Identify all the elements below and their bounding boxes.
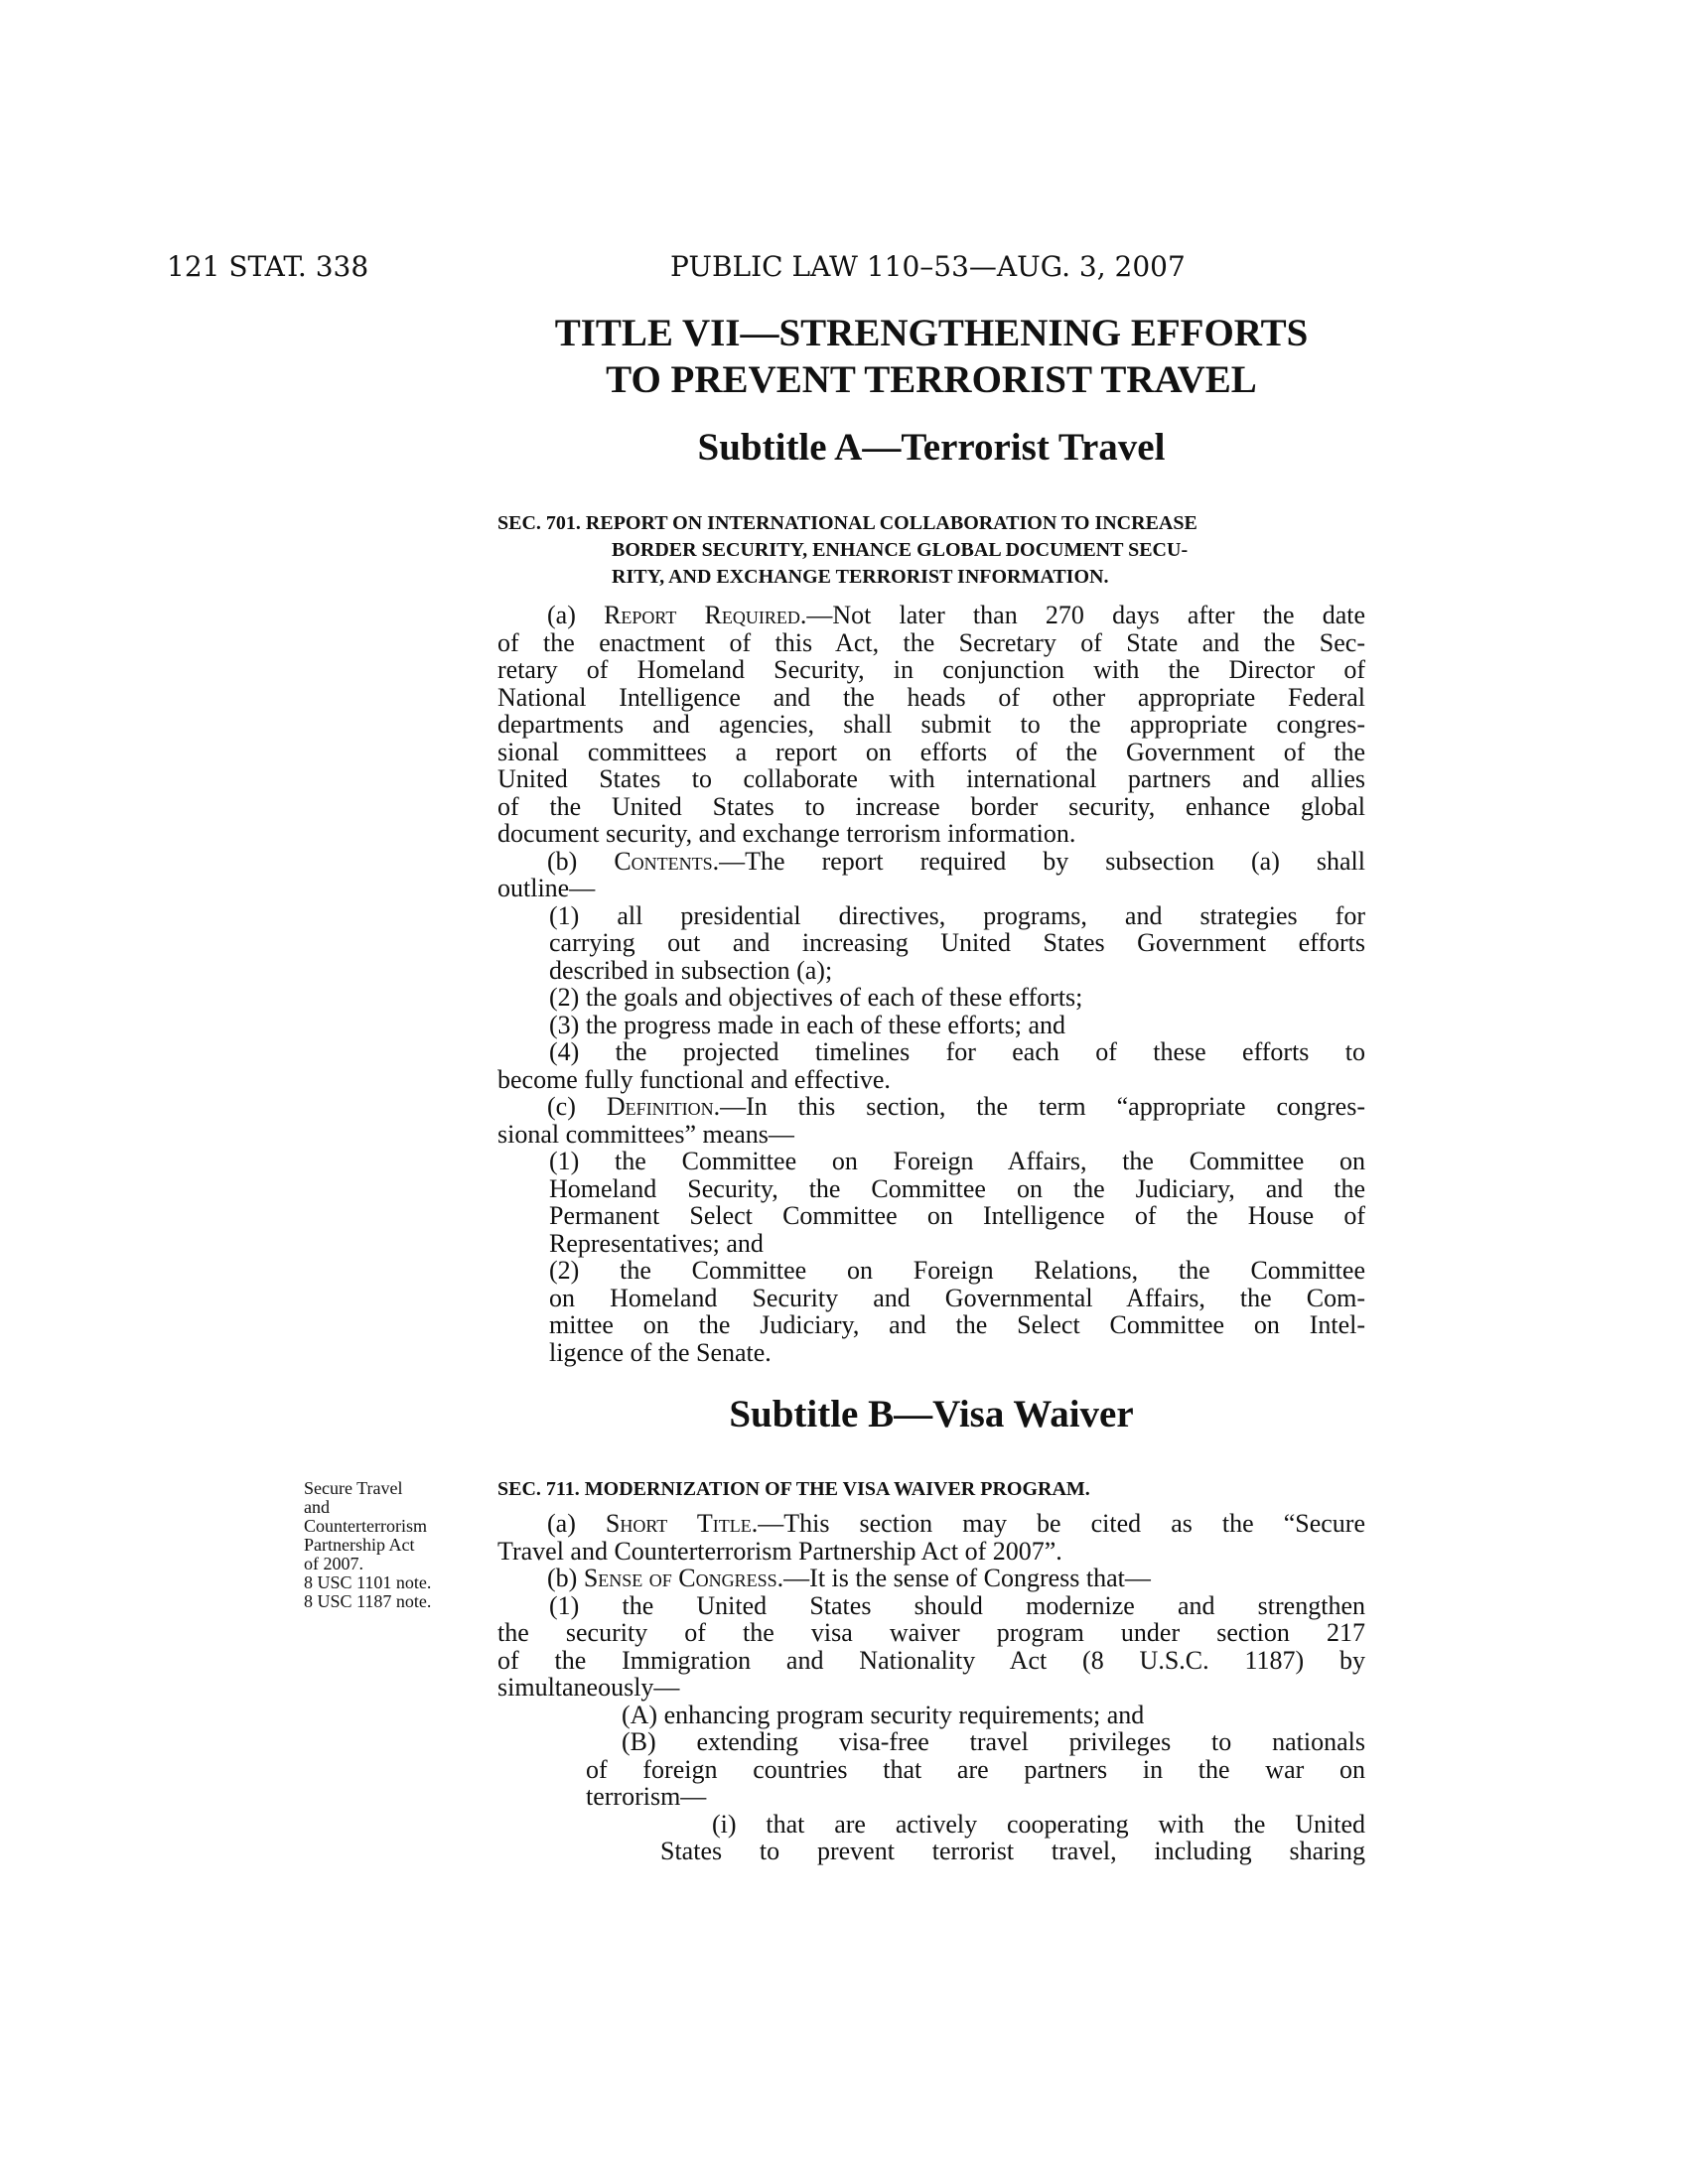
para-c-item-2-cont: mittee on the Judiciary, and the Select Committee on Intel- (549, 1310, 1365, 1339)
page-header (0, 250, 1688, 286)
para-a-line: document security, and exchange terrorism information. (497, 819, 1076, 848)
para-c-item-1-cont: Permanent Select Committee on Intelligence of the House of (549, 1201, 1365, 1230)
para-a-line: National Intelligence and the heads of other appropriate Federal (497, 682, 1365, 712)
para-a-line: United States to collaborate with international partners and allies (497, 764, 1365, 793)
sec-711-a-first-line: (a) Short Title.—This section may be cited as the “Secure (547, 1509, 1366, 1538)
para-b-first-line: (b) Contents.—The report required by subsection (a) shall (547, 846, 1365, 876)
para-b-item-1: (1) all presidential directives, programs, and strategies for (549, 900, 1365, 930)
title-line-2: TO PREVENT TERRORIST TRAVEL (606, 358, 1257, 401)
stat-citation: 121 STAT. 338 (167, 250, 369, 283)
sec-711-a-line: Travel and Counterterrorism Partnership Act of 2007”. (497, 1536, 1062, 1566)
margin-note-line: 8 USC 1101 note. (304, 1572, 432, 1592)
margin-note (304, 1479, 483, 1611)
sec-701-line-2: BORDER SECURITY, ENHANCE GLOBAL DOCUMENT SECU- (612, 539, 1189, 561)
sec-711-b-item-1-cont: simultaneously— (497, 1673, 680, 1702)
para-b-item-4: (4) the projected timelines for each of these efforts to (549, 1037, 1365, 1066)
title-vii (497, 310, 1365, 403)
para-a-line: departments and agencies, shall submit to the appropriate congres- (497, 710, 1365, 739)
para-c-item-1: (1) the Committee on Foreign Affairs, the Committee on (549, 1147, 1365, 1175)
para-a-line: sional committees a report on efforts of the Government of the (497, 737, 1365, 766)
para-a-line: of the enactment of this Act, the Secretary of State and the Sec- (497, 627, 1365, 657)
margin-note-line: Partnership Act (304, 1535, 415, 1555)
sec-711-b-item-B-cont: terrorism— (586, 1782, 707, 1811)
para-c-item-1-cont: Representatives; and (549, 1228, 764, 1258)
para-a-line: of the United States to increase border security, enhance global (497, 791, 1365, 821)
sec-711-b-item-B-cont: of foreign countries that are partners in the war on (586, 1754, 1365, 1784)
para-b-item-1-cont: carrying out and increasing United States Government efforts (549, 928, 1365, 957)
sec-711-b-item-1: (1) the United States should modernize and strengthen (549, 1590, 1365, 1620)
sec-701-heading (497, 510, 1365, 591)
sec-711-b-item-A: (A) enhancing program security requirements; and (622, 1700, 1145, 1729)
sec-711-body (497, 1510, 1365, 1865)
para-c-line: sional committees” means— (497, 1119, 794, 1149)
sec-711-b-item-1-cont: the security of the visa waiver program under section 217 (497, 1618, 1365, 1647)
margin-note-line: and (304, 1497, 330, 1517)
para-b-item-1-cont: described in subsection (a); (549, 955, 833, 985)
para-a-first-line: (a) Report Required.—Not later than 270 days after the date (547, 601, 1366, 629)
para-b-item-3: (3) the progress made in each of these efforts; and (549, 1010, 1066, 1039)
margin-note-line: Counterterrorism (304, 1516, 427, 1536)
para-c-item-2-cont: on Homeland Security and Governmental Affairs, the Com- (549, 1283, 1365, 1312)
sec-711-b-item-1-cont: of the Immigration and Nationality Act (8 U.S.C. 1187) by (497, 1645, 1365, 1675)
para-b-item-2: (2) the goals and objectives of each of these efforts; (549, 983, 1083, 1012)
margin-note-line: of 2007. (304, 1554, 363, 1573)
para-c-first-line: (c) Definition.—In this section, the term “appropriate congres- (547, 1092, 1366, 1121)
para-b-line: outline— (497, 874, 596, 902)
sec-711-b-first-line: (b) Sense of Congress.—It is the sense of Congress that— (547, 1564, 1151, 1592)
sec-701-line-1: SEC. 701. REPORT ON INTERNATIONAL COLLABORATION TO INCREASE (497, 512, 1197, 534)
para-b-item-4-cont: become fully functional and effective. (497, 1064, 891, 1094)
para-a-line: retary of Homeland Security, in conjunction with the Director of (497, 655, 1365, 684)
subtitle-a: Subtitle A—Terrorist Travel (697, 426, 1166, 469)
sec-711-b-item-i: (i) that are actively cooperating with the United (712, 1809, 1365, 1839)
margin-note-line: Secure Travel (304, 1478, 403, 1498)
para-c-item-2-cont: ligence of the Senate. (549, 1337, 772, 1367)
title-line-1: TITLE VII—STRENGTHENING EFFORTS (554, 312, 1309, 354)
para-c-item-1-cont: Homeland Security, the Committee on the Judiciary, and the (549, 1173, 1365, 1203)
para-c-item-2: (2) the Committee on Foreign Relations, the Committee (549, 1256, 1365, 1285)
margin-note-line: 8 USC 1187 note. (304, 1591, 432, 1611)
sec-711-heading: SEC. 711. MODERNIZATION OF THE VISA WAIVER PROGRAM. (497, 1478, 1090, 1500)
sec-701-body (497, 602, 1365, 1366)
sec-701-line-3: RITY, AND EXCHANGE TERRORIST INFORMATION. (612, 566, 1109, 588)
sec-711-b-item-i-cont: States to prevent terrorist travel, including sharing (660, 1837, 1365, 1865)
sec-711-b-item-B: (B) extending visa-free travel privileges to nationals (622, 1727, 1365, 1756)
subtitle-b: Subtitle B—Visa Waiver (729, 1393, 1134, 1435)
public-law-citation: PUBLIC LAW 110–53—AUG. 3, 2007 (670, 250, 1186, 283)
